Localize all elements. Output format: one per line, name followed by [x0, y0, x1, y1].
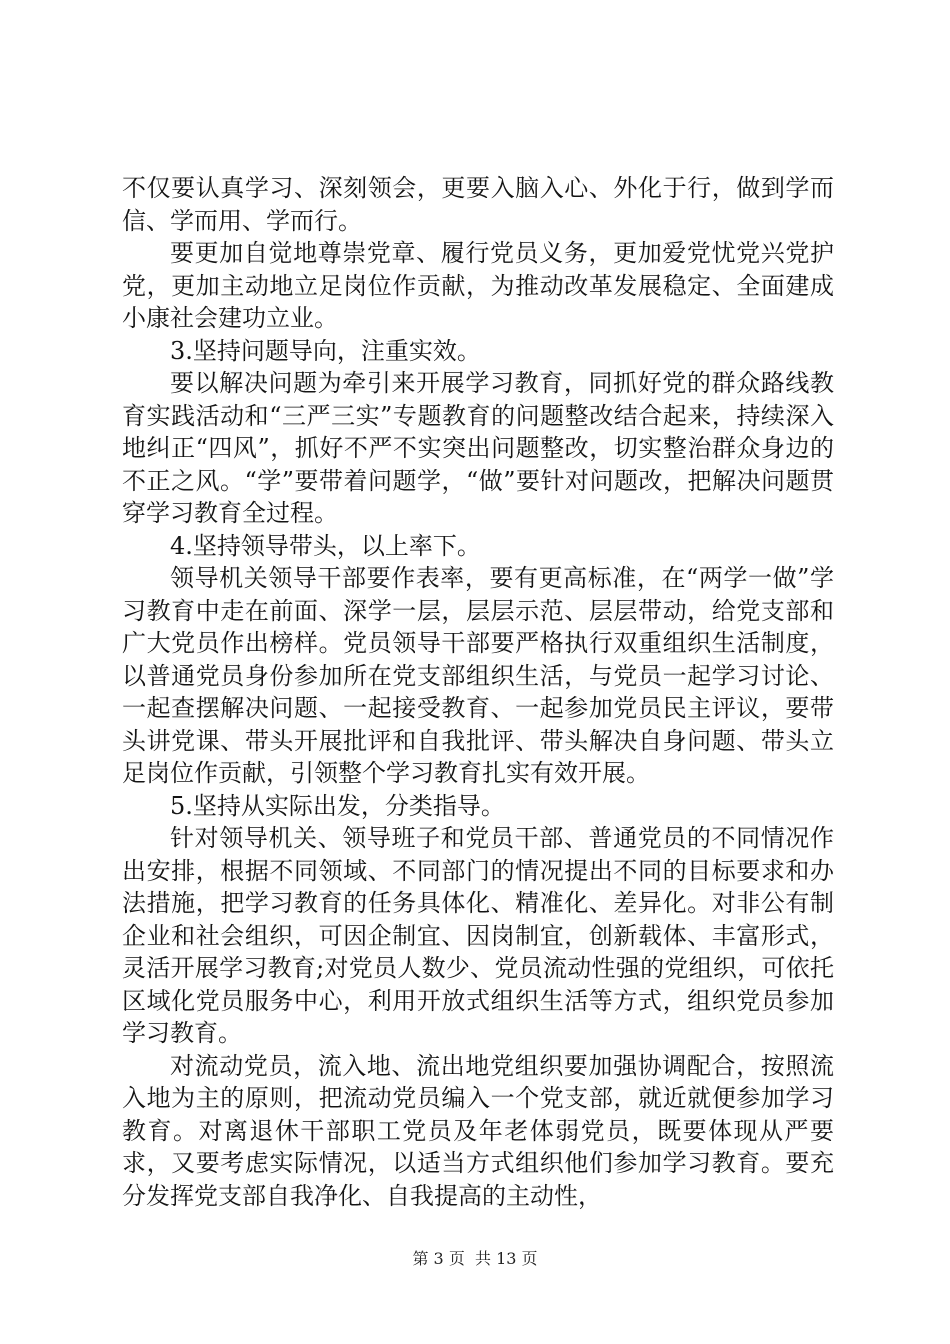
paragraph-4: 要以解决问题为牵引来开展学习教育，同抓好党的群众路线教育实践活动和“三严三实”专题教育的问题整改结合起来，持续深入地纠正“四风”，抓好不严不实突出问题整改，切实整治群众身边的不正之风。“学”要带着问题学，“做”要针对问题改，把解决问题贯穿学习教育全过程。 — [122, 369, 834, 527]
section-heading-3: 3.坚持问题导向，注重实效。 — [170, 336, 481, 365]
paragraph-8: 针对领导机关、领导班子和党员干部、普通党员的不同情况作出安排，根据不同领域、不同部门的情况提出不同的目标要求和办法措施，把学习教育的任务具体化、精准化、差异化。对非公有制企业和社会组织，可因企制宜、因岗制宜，创新载体、丰富形式，灵活开展学习教育;对党员人数少、党员流动性强的党组织，可依托区域化党员服务中心，利用开放式组织生活等方式，组织党员参加学习教育。 — [122, 824, 834, 1047]
section-heading-4: 4.坚持领导带头，以上率下。 — [170, 531, 481, 560]
paragraph-2: 要更加自觉地尊崇党章、履行党员义务，更加爱党忧党兴党护党，更加主动地立足岗位作贡献，为推动改革发展稳定、全面建成小康社会建功立业。 — [122, 239, 834, 332]
document-body — [122, 172, 834, 1212]
section-heading-5: 5.坚持从实际出发，分类指导。 — [170, 791, 505, 820]
paragraph-9: 对流动党员，流入地、流出地党组织要加强协调配合，按照流入地为主的原则，把流动党员编入一个党支部，就近就便参加学习教育。对离退休干部职工党员及年老体弱党员，既要体现从严要求，又要考虑实际情况，以适当方式组织他们参加学习教育。要充分发挥党支部自我净化、自我提高的主动性， — [122, 1051, 834, 1210]
paragraph-1: 不仅要认真学习、深刻领会，更要入脑入心、外化于行，做到学而信、学而用、学而行。 — [122, 174, 834, 235]
page-footer: 第 3 页 共 13 页 — [412, 1249, 538, 1268]
paragraph-6: 领导机关领导干部要作表率，要有更高标准，在“两学一做”学习教育中走在前面、深学一层，层层示范、层层带动，给党支部和广大党员作出榜样。党员领导干部要严格执行双重组织生活制度，以普通党员身份参加所在党支部组织生活，与党员一起学习讨论、一起查摆解决问题、一起接受教育、一起参加党员民主评议，要带头讲党课、带头开展批评和自我批评、带头解决自身问题、带头立足岗位作贡献，引领整个学习教育扎实有效开展。 — [122, 564, 834, 787]
